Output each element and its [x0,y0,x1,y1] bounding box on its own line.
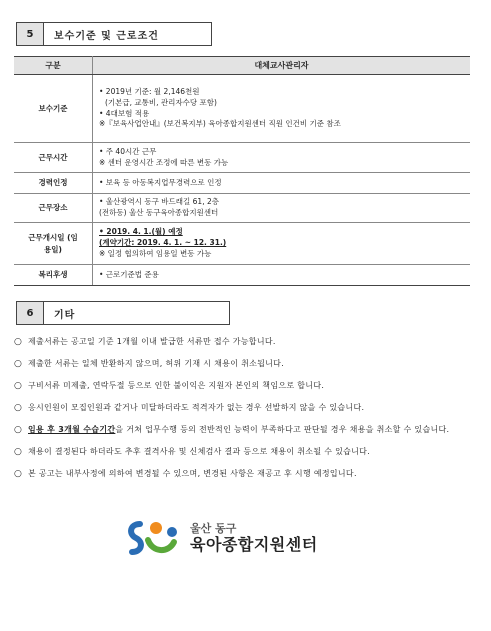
note-text: 구비서류 미제출, 연락두절 등으로 인한 불이익은 지원자 본인의 책임으로 합니다. [28,381,325,390]
row-content [93,143,471,173]
column-header-category: 구분 [14,57,93,75]
row-content [93,75,471,143]
emphasis-text: 임용 후 3개월 수습기간 [28,425,116,434]
table-row [14,75,470,143]
content-line: (기본급, 교통비, 관리자수당 포함) [105,97,217,107]
conditions-table [14,56,470,286]
list-item [14,356,472,372]
bullet-icon: ○ [14,337,22,347]
row-content [93,173,471,194]
row-label: 경력인정 [14,173,93,194]
note-text: 응시인원이 모집인원과 같거나 미달하더라도 적격자가 없는 경우 선발하지 않을 수 있습니다. [28,403,365,412]
section-number: 5 [16,22,44,46]
content-line: • 근로기준법 준용 [99,269,159,279]
column-header-role: 대체교사관리자 [93,57,471,75]
table-header-row [14,57,470,75]
table-row [14,223,470,265]
note-text: 제출한 서류는 일체 반환하지 않으며, 허위 기재 시 채용이 취소됩니다. [28,359,285,368]
content-line: • 울산광역시 동구 바드래길 61, 2층 [99,197,219,207]
list-item [14,466,472,482]
row-label: 복리후생 [14,265,93,286]
note-text [28,422,472,438]
content-line: • 2019. 4. 1.(월) 예정 [99,227,183,237]
list-item [14,400,472,416]
section-title: 기타 [44,301,230,325]
table-row [14,173,470,194]
content-line: ※ 일정 협의하여 임용일 변동 가능 [99,248,212,258]
logo-subtitle: 울산 동구 [190,522,237,535]
notes-list [14,334,472,488]
list-item [14,444,472,460]
bullet-icon: ○ [14,425,22,435]
table-row [14,265,470,286]
section-title: 보수기준 및 근로조건 [44,22,212,46]
note-text: 채용이 결정된다 하더라도 추후 결격사유 및 신체검사 결과 등으로 채용이 취소될 수 있습니다. [28,447,371,456]
content-line: • 주 40시간 근무 [99,146,157,156]
row-label-text: 근무개시일 (임용일) [28,233,78,254]
bullet-icon: ○ [14,381,22,391]
row-label: 근무장소 [14,194,93,223]
row-content [93,223,471,265]
note-text: 본 공고는 내부사정에 의하여 변경될 수 있으며, 변경된 사항은 재공고 후 시행 예정입니다. [28,469,357,478]
row-label: 근무시간 [14,143,93,173]
note-text-rest: 을 거쳐 업무수행 등의 전반적인 능력이 부족하다고 판단될 경우 채용을 취소할 수 있습니다. [115,425,450,434]
row-label: 보수기준 [14,75,93,143]
section-6-header [16,301,230,325]
list-item [14,334,472,350]
content-line: • 보육 등 아동복지업무경력으로 인정 [99,177,222,187]
bullet-icon: ○ [14,447,22,457]
bullet-icon: ○ [14,359,22,369]
logo-title: 육아종합지원센터 [190,535,318,554]
table-row [14,194,470,223]
bullet-icon: ○ [14,403,22,413]
row-label [14,223,93,265]
content-line: (전하동) 울산 동구육아종합지원센터 [99,208,219,217]
content-line: • 2019년 기준: 월 2,146천원 [99,86,200,96]
note-text: 제출서류는 공고일 기준 1개월 이내 발급한 서류만 접수 가능합니다. [28,337,276,346]
content-line: (계약기간: 2019. 4. 1. ~ 12. 31.) [99,238,227,248]
content-line: ※『보육사업안내』(보건복지부) 육아종합지원센터 직원 인건비 기준 참조 [99,119,341,129]
row-content [93,194,471,223]
content-line: • 4대보험 적용 [99,108,150,118]
row-content [93,265,471,286]
table-row [14,143,470,173]
center-logo [126,520,326,580]
logo-mark-icon [126,520,186,560]
section-number: 6 [16,301,44,325]
section-5-header [16,22,212,46]
bullet-icon: ○ [14,469,22,479]
list-item [14,378,472,394]
content-line: ※ 센터 운영시간 조정에 따른 변동 가능 [99,157,229,167]
list-item [14,422,472,438]
